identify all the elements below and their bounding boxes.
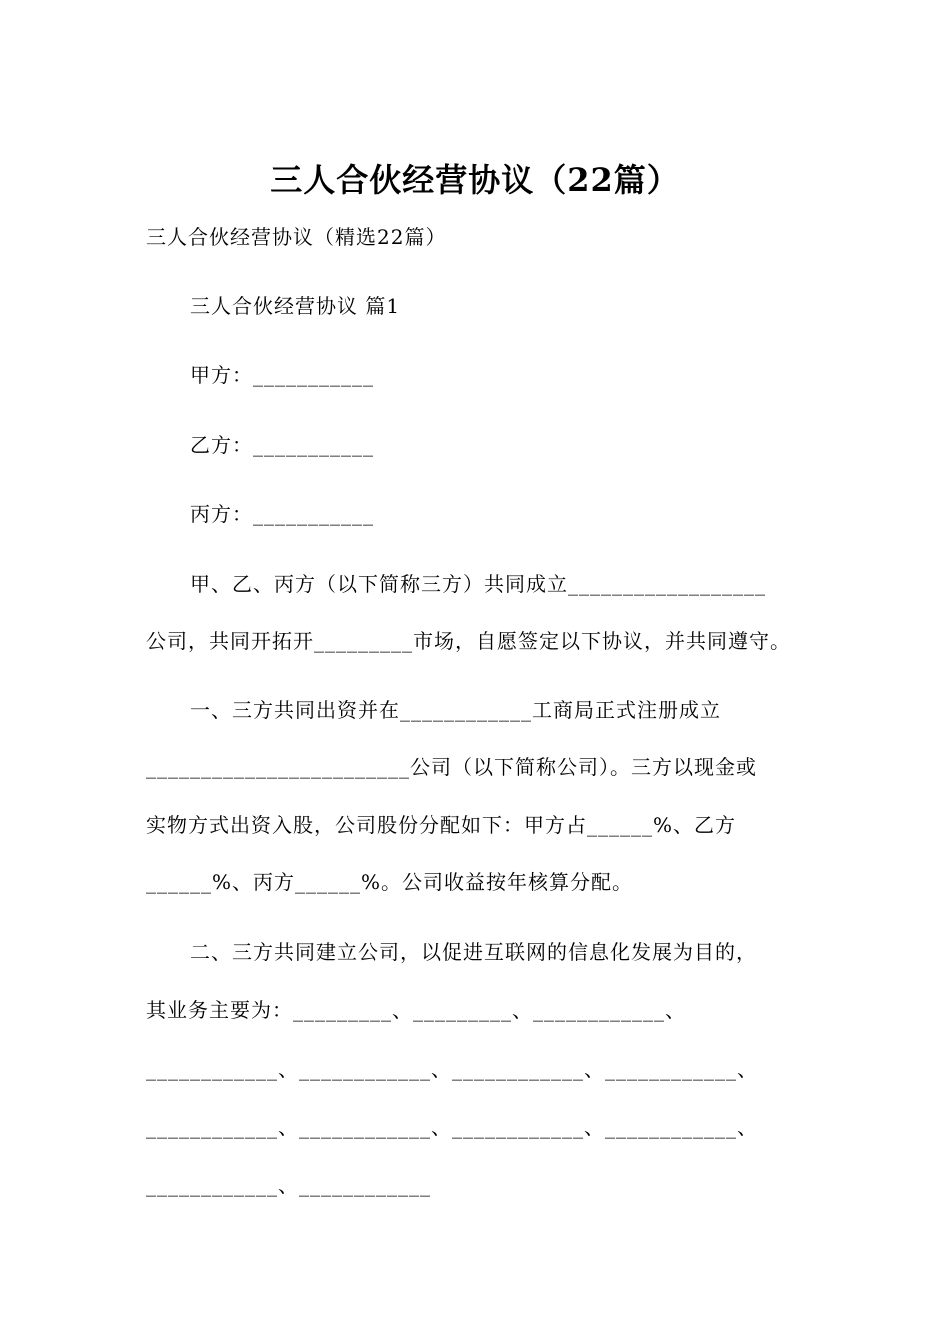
section-heading: 三人合伙经营协议 篇1 bbox=[190, 294, 401, 318]
party-a-line: 甲方：___________ bbox=[190, 363, 374, 387]
paragraph-line: 一、三方共同出资并在____________工商局正式注册成立 bbox=[190, 698, 721, 722]
paragraph-line: ____________、____________、____________、____________、 bbox=[146, 1057, 758, 1081]
paragraph-line: 实物方式出资入股，公司股份分配如下：甲方占______%、乙方 bbox=[146, 813, 737, 837]
party-b-line: 乙方：___________ bbox=[190, 433, 374, 457]
party-c-line: 丙方：___________ bbox=[190, 502, 374, 526]
paragraph-line: ________________________公司（以下简称公司）。三方以现金或 bbox=[146, 755, 757, 779]
document-subtitle: 三人合伙经营协议（精选22篇） bbox=[146, 225, 447, 249]
document-title: 三人合伙经营协议（22篇） bbox=[270, 161, 680, 199]
paragraph-line: 二、三方共同建立公司，以促进互联网的信息化发展为目的， bbox=[190, 940, 757, 964]
paragraph-line: ______%、丙方______%。公司收益按年核算分配。 bbox=[146, 870, 634, 894]
paragraph-line: 甲、乙、丙方（以下简称三方）共同成立__________________ bbox=[190, 572, 766, 596]
paragraph-line: 公司，共同开拓开_________市场，自愿签定以下协议，并共同遵守。 bbox=[146, 629, 791, 653]
paragraph-line: ____________、____________、____________、____________、 bbox=[146, 1115, 758, 1139]
paragraph-line: ____________、____________ bbox=[146, 1173, 431, 1197]
paragraph-line: 其业务主要为：_________、_________、____________、 bbox=[146, 998, 686, 1022]
